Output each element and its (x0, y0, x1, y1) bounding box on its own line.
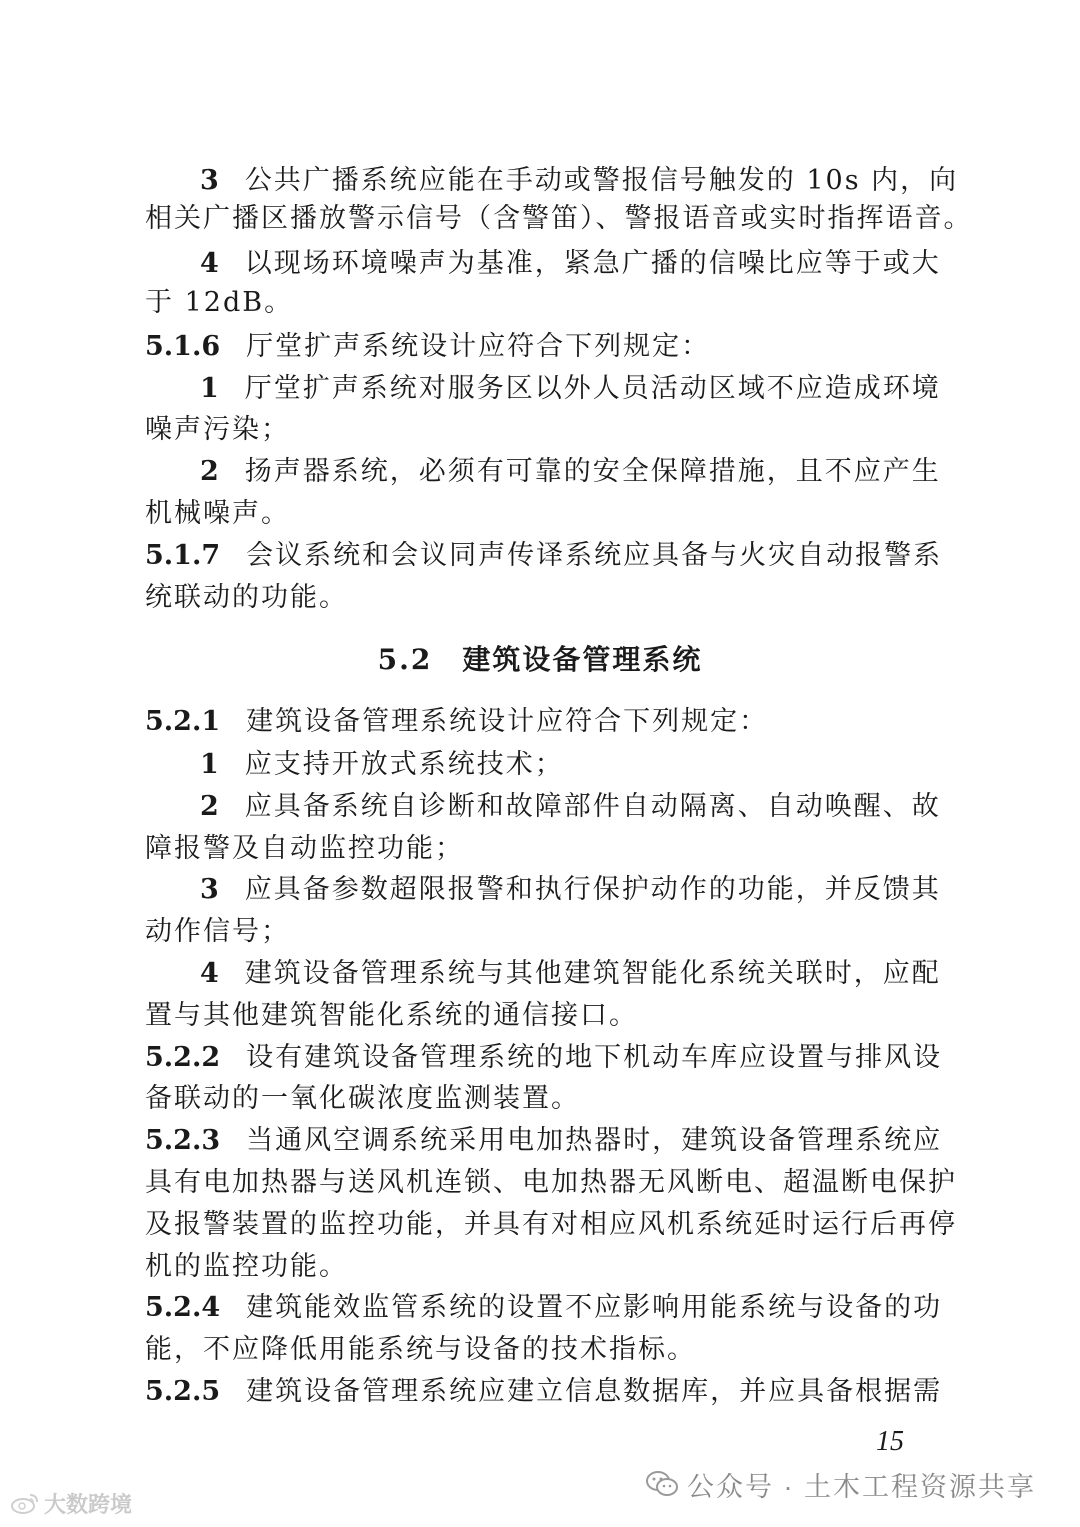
text-line (200, 785, 941, 829)
item-number: 2 (200, 791, 219, 822)
text-line (145, 910, 935, 954)
wechat-watermark (645, 1464, 1036, 1504)
line-text: 应支持开放式系统技术； (244, 749, 564, 780)
item-number: 3 (200, 165, 219, 196)
text-line (200, 868, 941, 912)
section-number: 5.2 (377, 643, 433, 676)
item-number: 1 (200, 373, 219, 404)
text-line (145, 492, 935, 536)
line-text: 机的监控功能。 (145, 1251, 348, 1282)
line-text: 扬声器系统，必须有可靠的安全保障措施，且不应产生 (244, 456, 941, 487)
line-text: 动作信号； (145, 916, 290, 947)
clause-line (145, 700, 935, 744)
watermark-text: 大数跨境 (44, 1491, 133, 1517)
line-text: 厅堂扩声系统对服务区以外人员活动区域不应造成环境 (244, 373, 941, 404)
text-line (200, 367, 941, 411)
item-number: 4 (200, 248, 219, 279)
brand-watermark (10, 1488, 132, 1518)
text-line (145, 1203, 957, 1247)
page-number: 15 (876, 1426, 904, 1457)
line-text: 相关广播区播放警示信号（含警笛）、警报语音或实时指挥语音。 (145, 203, 973, 234)
text-line (145, 827, 935, 871)
line-text: 建筑设备管理系统应建立信息数据库，并应具备根据需 (246, 1376, 943, 1407)
line-text: 噪声污染； (145, 414, 290, 445)
text-line (200, 242, 941, 286)
line-text: 障报警及自动监控功能； (145, 833, 464, 864)
clause-line (145, 1036, 943, 1080)
weibo-icon (10, 1491, 40, 1515)
line-text: 备联动的一氧化碳浓度监测装置。 (145, 1083, 580, 1114)
text-line (145, 1161, 957, 1205)
line-text: 建筑设备管理系统设计应符合下列规定： (246, 706, 769, 737)
text-line (145, 1245, 935, 1289)
clause-number: 5.2.3 (145, 1125, 221, 1156)
line-text: 设有建筑设备管理系统的地下机动车库应设置与排风设 (246, 1042, 943, 1073)
line-text: 能，不应降低用能系统与设备的技术指标。 (145, 1334, 696, 1365)
clause-number: 5.2.2 (145, 1042, 221, 1073)
line-text: 具有电加热器与送风机连锁、电加热器无风断电、超温断电保护 (145, 1167, 957, 1198)
line-text: 公共广播系统应能在手动或警报信号触发的 10s 内，向 (244, 165, 959, 196)
item-number: 4 (200, 958, 219, 989)
text-line (145, 1328, 935, 1372)
item-number: 1 (200, 749, 219, 780)
text-line (145, 197, 973, 241)
line-text: 厅堂扩声系统设计应符合下列规定： (246, 331, 711, 362)
text-line (145, 281, 935, 325)
section-heading (0, 638, 1080, 682)
line-text: 建筑能效监管系统的设置不应影响用能系统与设备的功 (246, 1292, 943, 1323)
text-line (145, 994, 935, 1038)
clause-number: 5.2.4 (145, 1292, 221, 1323)
section-title: 建筑设备管理系统 (462, 643, 703, 676)
clause-line (145, 1370, 943, 1414)
line-text: 应具备系统自诊断和故障部件自动隔离、自动唤醒、故 (244, 791, 941, 822)
clause-number: 5.1.7 (145, 540, 221, 571)
clause-number: 5.2.5 (145, 1376, 221, 1407)
line-text: 建筑设备管理系统与其他建筑智能化系统关联时，应配 (244, 958, 941, 989)
text-line (200, 450, 941, 494)
wechat-icon (645, 1470, 679, 1498)
clause-line (145, 1119, 943, 1163)
line-text: 统联动的功能。 (145, 582, 348, 613)
watermark-text: 公众号 · 土木工程资源共享 (687, 1471, 1036, 1502)
item-number: 3 (200, 874, 219, 905)
line-text: 及报警装置的监控功能，并具有对相应风机系统延时运行后再停 (145, 1209, 957, 1240)
text-line (145, 576, 935, 620)
item-number: 2 (200, 456, 219, 487)
clause-line (145, 534, 943, 578)
clause-line (145, 1286, 943, 1330)
clause-number: 5.1.6 (145, 331, 221, 362)
line-text: 应具备参数超限报警和执行保护动作的功能，并反馈其 (244, 874, 941, 905)
line-text: 置与其他建筑智能化系统的通信接口。 (145, 1000, 638, 1031)
text-line (145, 1077, 935, 1121)
text-line (200, 743, 935, 787)
text-line (145, 408, 935, 452)
clause-number: 5.2.1 (145, 706, 221, 737)
clause-line (145, 325, 935, 369)
line-text: 机械噪声。 (145, 498, 290, 529)
text-line (200, 952, 941, 996)
line-text: 会议系统和会议同声传译系统应具备与火灾自动报警系 (246, 540, 943, 571)
line-text: 于 12dB。 (145, 287, 294, 318)
line-text: 以现场环境噪声为基准，紧急广播的信噪比应等于或大 (244, 248, 941, 279)
line-text: 当通风空调系统采用电加热器时，建筑设备管理系统应 (246, 1125, 943, 1156)
